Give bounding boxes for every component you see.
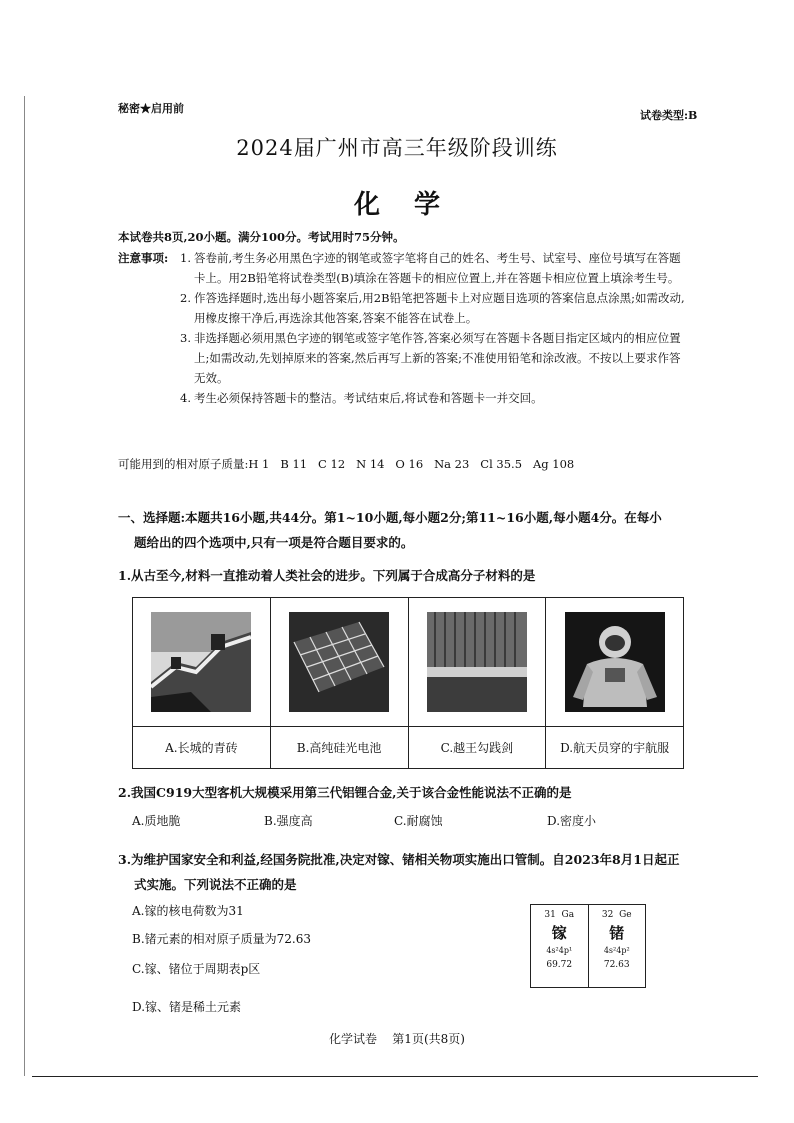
note-item <box>180 328 688 388</box>
material-option-label: C.越王勾践剑 <box>440 741 514 755</box>
exam-title: 2024届广州市高三年级阶段训练 <box>236 136 558 160</box>
element-mass: 72.63 <box>603 960 630 970</box>
material-option-d <box>546 598 683 768</box>
sword-icon <box>427 612 527 712</box>
element-header: 32 Ge <box>601 910 632 920</box>
option-c: C.耐腐蚀 <box>394 814 443 828</box>
option-c: C.镓、锗位于周期表p区 <box>132 962 261 976</box>
note-item <box>180 248 688 288</box>
bronze-sword-photo <box>409 598 546 727</box>
element-name: 镓 <box>551 924 567 942</box>
element-name: 锗 <box>609 924 625 942</box>
material-option-c <box>409 598 547 768</box>
question-3-line-2: 式实施。下列说法不正确的是 <box>134 877 297 892</box>
note-number: 2. <box>180 291 191 305</box>
element-cell-gallium <box>531 905 589 987</box>
notes-list <box>180 248 688 408</box>
page-footer: 化学试卷 第1页(共8页) <box>329 1032 465 1046</box>
notes-heading: 注意事项: <box>118 251 169 265</box>
page-edge-line <box>24 96 25 1076</box>
great-wall-icon <box>151 612 251 712</box>
element-config: 4s²4p² <box>603 946 630 955</box>
solar-panel-photo <box>271 598 408 727</box>
question-3-line-1: 3.为维护国家安全和利益,经国务院批准,决定对镓、锗相关物项实施出口管制。自2023年8月1日起正 <box>118 852 680 867</box>
section-line-1: 一、选择题:本题共16小题,共44分。第1~10小题,每小题2分;第11~16小题,每小题4分。在每小 <box>118 510 662 525</box>
option-d: D.密度小 <box>547 814 597 828</box>
note-text: 非选择题必须用黑色字迹的钢笔或签字笔作答,答案必须写在答题卡各题目指定区域内的相应位置上;如需改动,先划掉原来的答案,然后再写上新的答案;不准使用铅笔和涂改液。不按以上要求作答无效。 <box>194 331 681 385</box>
option-a: A.质地脆 <box>132 814 181 828</box>
element-cell-germanium <box>589 905 646 987</box>
question-3-stem <box>118 847 708 897</box>
section-line-2: 题给出的四个选项中,只有一项是符合题目要求的。 <box>134 535 414 550</box>
option-b: B.强度高 <box>264 814 313 828</box>
paper-type: 试卷类型:B <box>640 109 698 122</box>
spacesuit-photo <box>546 598 683 727</box>
option-d: D.镓、锗是稀土元素 <box>132 1000 242 1014</box>
material-option-label: D.航天员穿的宇航服 <box>560 741 670 755</box>
material-option-b <box>271 598 409 768</box>
question-2-stem: 2.我国C919大型客机大规模采用第三代铝锂合金,关于该合金性能说法不正确的是 <box>118 785 572 800</box>
material-option-label: A.长城的青砖 <box>165 741 238 755</box>
material-option-label: B.高纯硅光电池 <box>296 741 382 755</box>
note-text: 作答选择题时,选出每小题答案后,用2B铅笔把答题卡上对应题目选项的答案信息点涂黑;如需改动,用橡皮擦干净后,再选涂其他答案,答案不能答在试卷上。 <box>194 291 685 325</box>
note-number: 3. <box>180 331 191 345</box>
atomic-masses: 可能用到的相对原子质量:H 1 B 11 C 12 N 14 O 16 Na 23 Cl 35.5 Ag 108 <box>118 457 575 471</box>
material-option-a <box>133 598 271 768</box>
question-1-material-table <box>132 597 684 769</box>
section-one-heading <box>118 505 698 555</box>
spacesuit-icon <box>565 612 665 712</box>
great-wall-photo <box>133 598 270 727</box>
note-item <box>180 288 688 328</box>
confidential-mark: 秘密★启用前 <box>118 102 184 115</box>
element-config: 4s²4p¹ <box>546 946 573 955</box>
bottom-rule <box>32 1076 758 1077</box>
note-text: 答卷前,考生务必用黑色字迹的钢笔或签字笔将自己的姓名、考生号、试室号、座位号填写在答题卡上。用2B铅笔将试卷类型(B)填涂在答题卡的相应位置上,并在答题卡相应位置上填涂考生号。 <box>194 251 681 285</box>
periodic-table-excerpt <box>530 904 646 988</box>
element-mass: 69.72 <box>546 960 573 970</box>
option-b: B.锗元素的相对原子质量为72.63 <box>132 932 311 946</box>
option-a: A.镓的核电荷数为31 <box>132 904 244 918</box>
exam-info: 本试卷共8页,20小题。满分100分。考试用时75分钟。 <box>118 230 405 244</box>
note-item <box>180 388 688 408</box>
subject-title: 化学 <box>353 190 474 220</box>
note-number: 1. <box>180 251 191 265</box>
notes-block <box>118 248 688 408</box>
element-header: 31 Ga <box>544 910 575 920</box>
note-number: 4. <box>180 391 191 405</box>
question-1-stem: 1.从古至今,材料一直推动着人类社会的进步。下列属于合成高分子材料的是 <box>118 568 536 583</box>
solar-panel-icon <box>289 612 389 712</box>
note-text: 考生必须保持答题卡的整洁。考试结束后,将试卷和答题卡一并交回。 <box>194 391 543 405</box>
